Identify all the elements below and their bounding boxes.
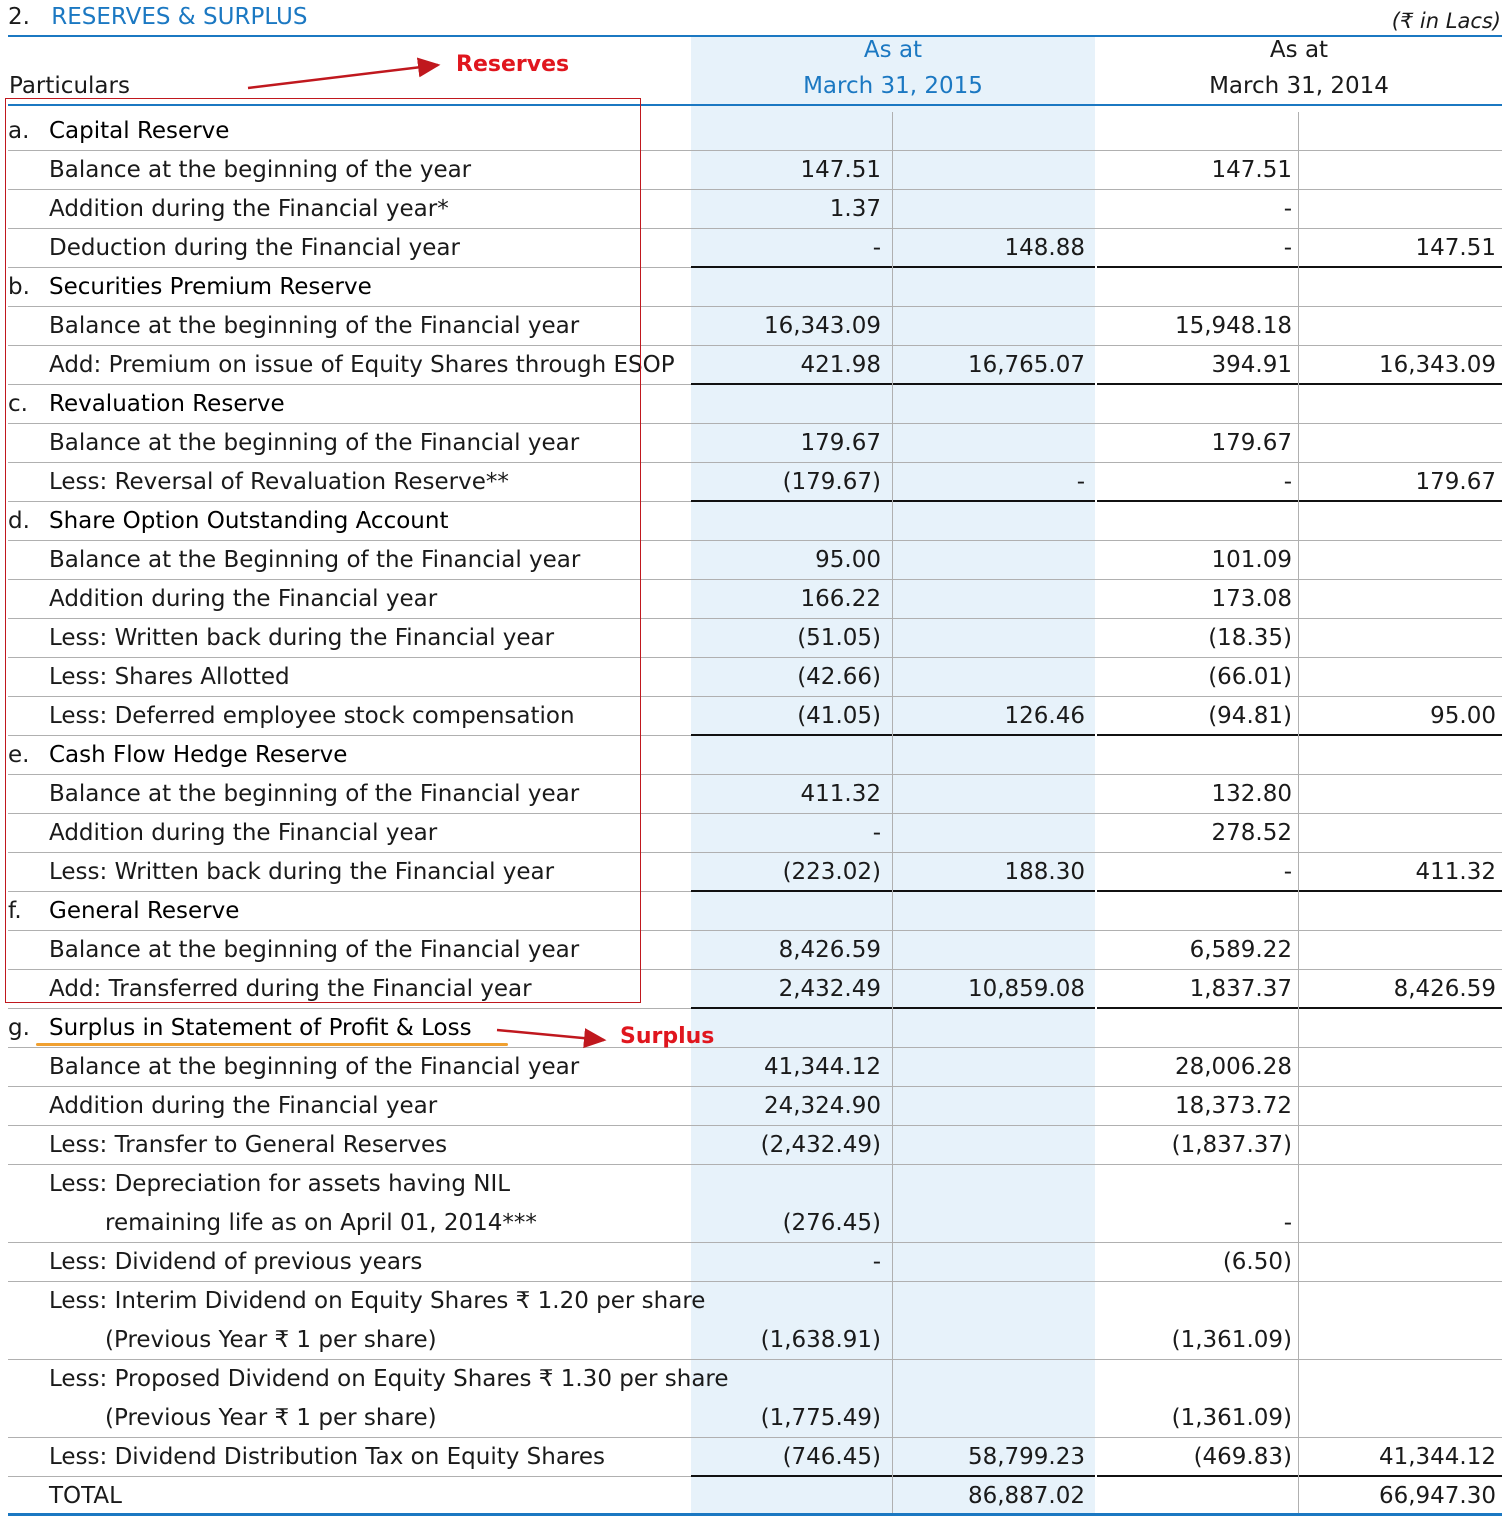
- value-2014-detail: 18,373.72: [1174, 1093, 1292, 1119]
- value-2014-total: 41,344.12: [1378, 1444, 1496, 1470]
- row-letter: f.: [8, 898, 22, 924]
- table-row: [8, 1165, 1502, 1204]
- value-2014-detail: 173.08: [1211, 586, 1292, 612]
- table-row: [8, 1087, 1502, 1126]
- value-2015-total: 16,765.07: [967, 352, 1085, 378]
- row-label: Less: Transfer to General Reserves: [49, 1132, 448, 1158]
- value-2014-total: 8,426.59: [1393, 976, 1496, 1002]
- table-row: [8, 1399, 1502, 1438]
- value-2015-detail: 95.00: [815, 547, 881, 573]
- row-label: Addition during the Financial year: [49, 586, 438, 612]
- value-2015-detail: (51.05): [797, 625, 881, 651]
- row-label: Add: Transferred during the Financial year: [49, 976, 532, 1002]
- row-label: Less: Depreciation for assets having NIL: [49, 1171, 511, 1197]
- value-2015-total: 86,887.02: [967, 1483, 1085, 1509]
- header-2015-line2: March 31, 2015: [803, 73, 983, 99]
- table-row: [8, 1048, 1502, 1087]
- surplus-underline: [36, 1043, 508, 1046]
- value-2015-total: 188.30: [1004, 859, 1085, 885]
- row-label: Share Option Outstanding Account: [49, 508, 449, 534]
- value-2014-detail: 6,589.22: [1189, 937, 1292, 963]
- row-label: Balance at the Beginning of the Financial year: [49, 547, 581, 573]
- row-label: Balance at the beginning of the year: [49, 157, 472, 183]
- row-label: Balance at the beginning of the Financial year: [49, 937, 580, 963]
- row-label: TOTAL: [49, 1483, 122, 1509]
- value-2014-detail: 179.67: [1211, 430, 1292, 456]
- value-2014-detail: (1,837.37): [1171, 1132, 1292, 1158]
- value-2014-total: 66,947.30: [1378, 1483, 1496, 1509]
- value-2015-detail: 24,324.90: [763, 1093, 881, 1119]
- row-label: Capital Reserve: [49, 118, 230, 144]
- value-2014-detail: (94.81): [1208, 703, 1292, 729]
- row-letter: e.: [8, 742, 30, 768]
- row-label: Balance at the beginning of the Financial year: [49, 1054, 580, 1080]
- value-2015-total: 10,859.08: [967, 976, 1085, 1002]
- value-2015-detail: 421.98: [800, 352, 881, 378]
- annotation-surplus: Surplus: [620, 1024, 715, 1049]
- row-label: Addition during the Financial year*: [49, 196, 449, 222]
- row-label: Less: Proposed Dividend on Equity Shares ₹ 1.30 per share: [49, 1366, 729, 1392]
- value-2015-detail: (1,638.91): [760, 1327, 881, 1353]
- value-2015-detail: (276.45): [782, 1210, 881, 1236]
- row-letter: b.: [8, 274, 30, 300]
- value-2014-total: 411.32: [1415, 859, 1496, 885]
- value-2015-detail: 147.51: [800, 157, 881, 183]
- row-label: Add: Premium on issue of Equity Shares through ESOP: [49, 352, 675, 378]
- row-label: Less: Written back during the Financial year: [49, 859, 555, 885]
- table-row: [8, 1321, 1502, 1360]
- total-row: [8, 1477, 1502, 1516]
- row-label: Addition during the Financial year: [49, 1093, 438, 1119]
- row-label: Addition during the Financial year: [49, 820, 438, 846]
- value-2015-total: -: [1076, 469, 1085, 495]
- row-label: remaining life as on April 01, 2014***: [105, 1210, 537, 1236]
- row-label: Surplus in Statement of Profit & Loss: [49, 1015, 472, 1041]
- value-2015-detail: (42.66): [797, 664, 881, 690]
- arrow-to-reserves: [248, 65, 438, 88]
- unit-label: (₹ in Lacs): [1391, 9, 1501, 33]
- value-2015-detail: (1,775.49): [760, 1405, 881, 1431]
- row-label: Securities Premium Reserve: [49, 274, 372, 300]
- value-2015-detail: -: [872, 1249, 881, 1275]
- row-label: Cash Flow Hedge Reserve: [49, 742, 348, 768]
- value-2015-detail: 166.22: [800, 586, 881, 612]
- value-2014-detail: 101.09: [1211, 547, 1292, 573]
- row-letter: a.: [8, 118, 30, 144]
- note-number: 2.: [8, 4, 30, 30]
- row-letter: g.: [8, 1015, 30, 1041]
- value-2014-detail: 278.52: [1211, 820, 1292, 846]
- table-row: [8, 1126, 1502, 1165]
- row-label: Less: Dividend Distribution Tax on Equity Shares: [49, 1444, 606, 1470]
- header-2014-line1: As at: [1269, 37, 1329, 63]
- value-2015-total: 126.46: [1004, 703, 1085, 729]
- row-label: Balance at the beginning of the Financial year: [49, 313, 580, 339]
- row-label: General Reserve: [49, 898, 240, 924]
- row-label: Balance at the beginning of the Financial year: [49, 430, 580, 456]
- value-2014-detail: -: [1283, 469, 1292, 495]
- value-2014-detail: -: [1283, 859, 1292, 885]
- value-2014-detail: (1,361.09): [1171, 1405, 1292, 1431]
- value-2015-detail: 41,344.12: [763, 1054, 881, 1080]
- value-2015-detail: (179.67): [782, 469, 881, 495]
- note-heading: RESERVES & SURPLUS: [51, 4, 308, 30]
- table-row: [8, 1282, 1502, 1321]
- value-2015-detail: 411.32: [800, 781, 881, 807]
- header-particulars: Particulars: [9, 73, 130, 99]
- column-separator: [892, 112, 893, 1516]
- value-2014-detail: (1,361.09): [1171, 1327, 1292, 1353]
- value-2015-detail: (746.45): [782, 1444, 881, 1470]
- value-2014-total: 179.67: [1415, 469, 1496, 495]
- value-2014-detail: 132.80: [1211, 781, 1292, 807]
- reserves-highlight-box: [5, 98, 641, 1003]
- annotation-reserves: Reserves: [456, 52, 570, 77]
- row-label: Revaluation Reserve: [49, 391, 285, 417]
- value-2014-detail: 15,948.18: [1174, 313, 1292, 339]
- value-2014-detail: 1,837.37: [1189, 976, 1292, 1002]
- header-2014-line2: March 31, 2014: [1209, 73, 1389, 99]
- table-row: [8, 1204, 1502, 1243]
- value-2015-detail: (2,432.49): [760, 1132, 881, 1158]
- value-2014-total: 16,343.09: [1378, 352, 1496, 378]
- value-2014-detail: (18.35): [1208, 625, 1292, 651]
- table-row: [8, 1438, 1502, 1477]
- row-label: Less: Dividend of previous years: [49, 1249, 423, 1275]
- table-row: [8, 1243, 1502, 1282]
- value-2015-total: 148.88: [1004, 235, 1085, 261]
- row-label: Less: Shares Allotted: [49, 664, 290, 690]
- value-2015-detail: 16,343.09: [763, 313, 881, 339]
- value-2014-detail: (469.83): [1193, 1444, 1292, 1470]
- value-2014-detail: -: [1283, 196, 1292, 222]
- row-label: (Previous Year ₹ 1 per share): [105, 1405, 437, 1431]
- value-2014-detail: -: [1283, 235, 1292, 261]
- bottom-rule: [8, 1513, 1502, 1516]
- value-2014-detail: 28,006.28: [1174, 1054, 1292, 1080]
- value-2014-detail: (66.01): [1208, 664, 1292, 690]
- value-2014-detail: -: [1283, 1210, 1292, 1236]
- row-label: Less: Interim Dividend on Equity Shares ₹ 1.20 per share: [49, 1288, 706, 1314]
- value-2014-detail: 394.91: [1211, 352, 1292, 378]
- row-label: Less: Reversal of Revaluation Reserve**: [49, 469, 509, 495]
- value-2015-detail: -: [872, 820, 881, 846]
- column-separator: [1298, 112, 1299, 1516]
- header-2015-line1: As at: [863, 37, 923, 63]
- table-row: [8, 1360, 1502, 1399]
- value-2015-detail: (41.05): [797, 703, 881, 729]
- row-label: Less: Deferred employee stock compensation: [49, 703, 575, 729]
- value-2015-detail: -: [872, 235, 881, 261]
- value-2014-detail: 147.51: [1211, 157, 1292, 183]
- value-2015-detail: 1.37: [829, 196, 881, 222]
- row-label: Balance at the beginning of the Financial year: [49, 781, 580, 807]
- row-label: (Previous Year ₹ 1 per share): [105, 1327, 437, 1353]
- value-2015-detail: (223.02): [782, 859, 881, 885]
- value-2014-total: 95.00: [1430, 703, 1496, 729]
- value-2015-detail: 8,426.59: [778, 937, 881, 963]
- row-label: Less: Written back during the Financial year: [49, 625, 555, 651]
- value-2014-total: 147.51: [1415, 235, 1496, 261]
- row-label: Deduction during the Financial year: [49, 235, 460, 261]
- value-2015-detail: 2,432.49: [778, 976, 881, 1002]
- row-letter: c.: [8, 391, 28, 417]
- value-2015-total: 58,799.23: [967, 1444, 1085, 1470]
- value-2015-detail: 179.67: [800, 430, 881, 456]
- value-2014-detail: (6.50): [1222, 1249, 1292, 1275]
- row-letter: d.: [8, 508, 30, 534]
- note-title: [8, 0, 307, 34]
